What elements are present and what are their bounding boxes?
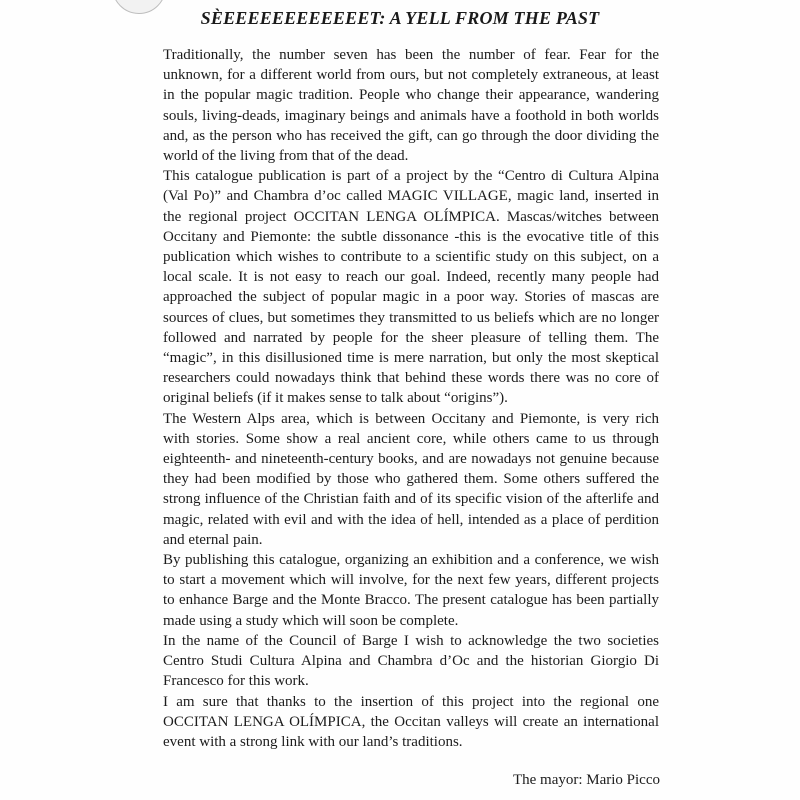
paragraph-closing: I am sure that thanks to the insertion of this project into the regional one OCCITAN LENGA OLÍMPICA, the Occitan valleys will create an international event with a strong link with our land’s traditions.	[163, 693, 659, 750]
paragraph-intro: Traditionally, the number seven has been the number of fear. Fear for the unknown, for a different world from ours, but not completely extraneous, at least in the popular magic tradition. People who change their appearance, wandering souls, living-deads, imaginary beings and animals have a foothold in both worlds and, as the person who has received the gift, can go through the door dividing the world of the living from that of the dead.	[163, 47, 659, 165]
body-text	[163, 45, 659, 752]
signature-line: The mayor: Mario Picco	[512, 772, 660, 788]
paragraph-catalogue: This catalogue publication is part of a project by the “Centro di Cultura Alpina (Val Po)” and Chambra d’oc called MAGIC VILLAGE, magic land, inserted in the regional project OCCITAN LENGA OLÍMPICA. Mascas/witches between Occitany and Piemonte: the subtle dissonance -this is the evocative title of this publication which wishes to contribute to a scientific study on this subject, on a local scale. It is not easy to reach our goal. Indeed, recently many people had approached the subject of popular magic in a poor way. Stories of mascas are sources of clues, but sometimes they transmitted to us beliefs which are no longer followed and narrated by people for the sheer pleasure of telling them. The “magic”, in this disillusioned time is mere narration, but only the most skeptical researchers could nowadays think that behind these words there was no core of original beliefs (if it makes sense to talk about “origins”).	[163, 168, 659, 407]
paragraph-publishing: By publishing this catalogue, organizing an exhibition and a conference, we wish to start a movement which will involve, for the next few years, different projects to enhance Barge and the Monte Bracco. The present catalogue has been partially made using a study which will soon be complete.	[163, 552, 659, 629]
paragraph-acknowledgement: In the name of the Council of Barge I wish to acknowledge the two societies Centro Studi Cultura Alpina and Chambra d’Oc and the historian Giorgio Di Francesco for this work.	[163, 632, 659, 690]
paragraph-western-alps: The Western Alps area, which is between Occitany and Piemonte, is very rich with stories. Some show a real ancient core, while others came to us through eighteenth- and nineteenth-century books, and are nowadays not genuine because they had been modified by those who gathered them. Some others suffered the strong influence of the Christian faith and of its specific vision of the afterlife and magic, related with evil and with the idea of hell, intended as a place of perdition and eternal pain.	[163, 410, 659, 548]
page-title: SÈEEEEEEEEEEEET: A YELL FROM THE PAST	[200, 8, 600, 28]
